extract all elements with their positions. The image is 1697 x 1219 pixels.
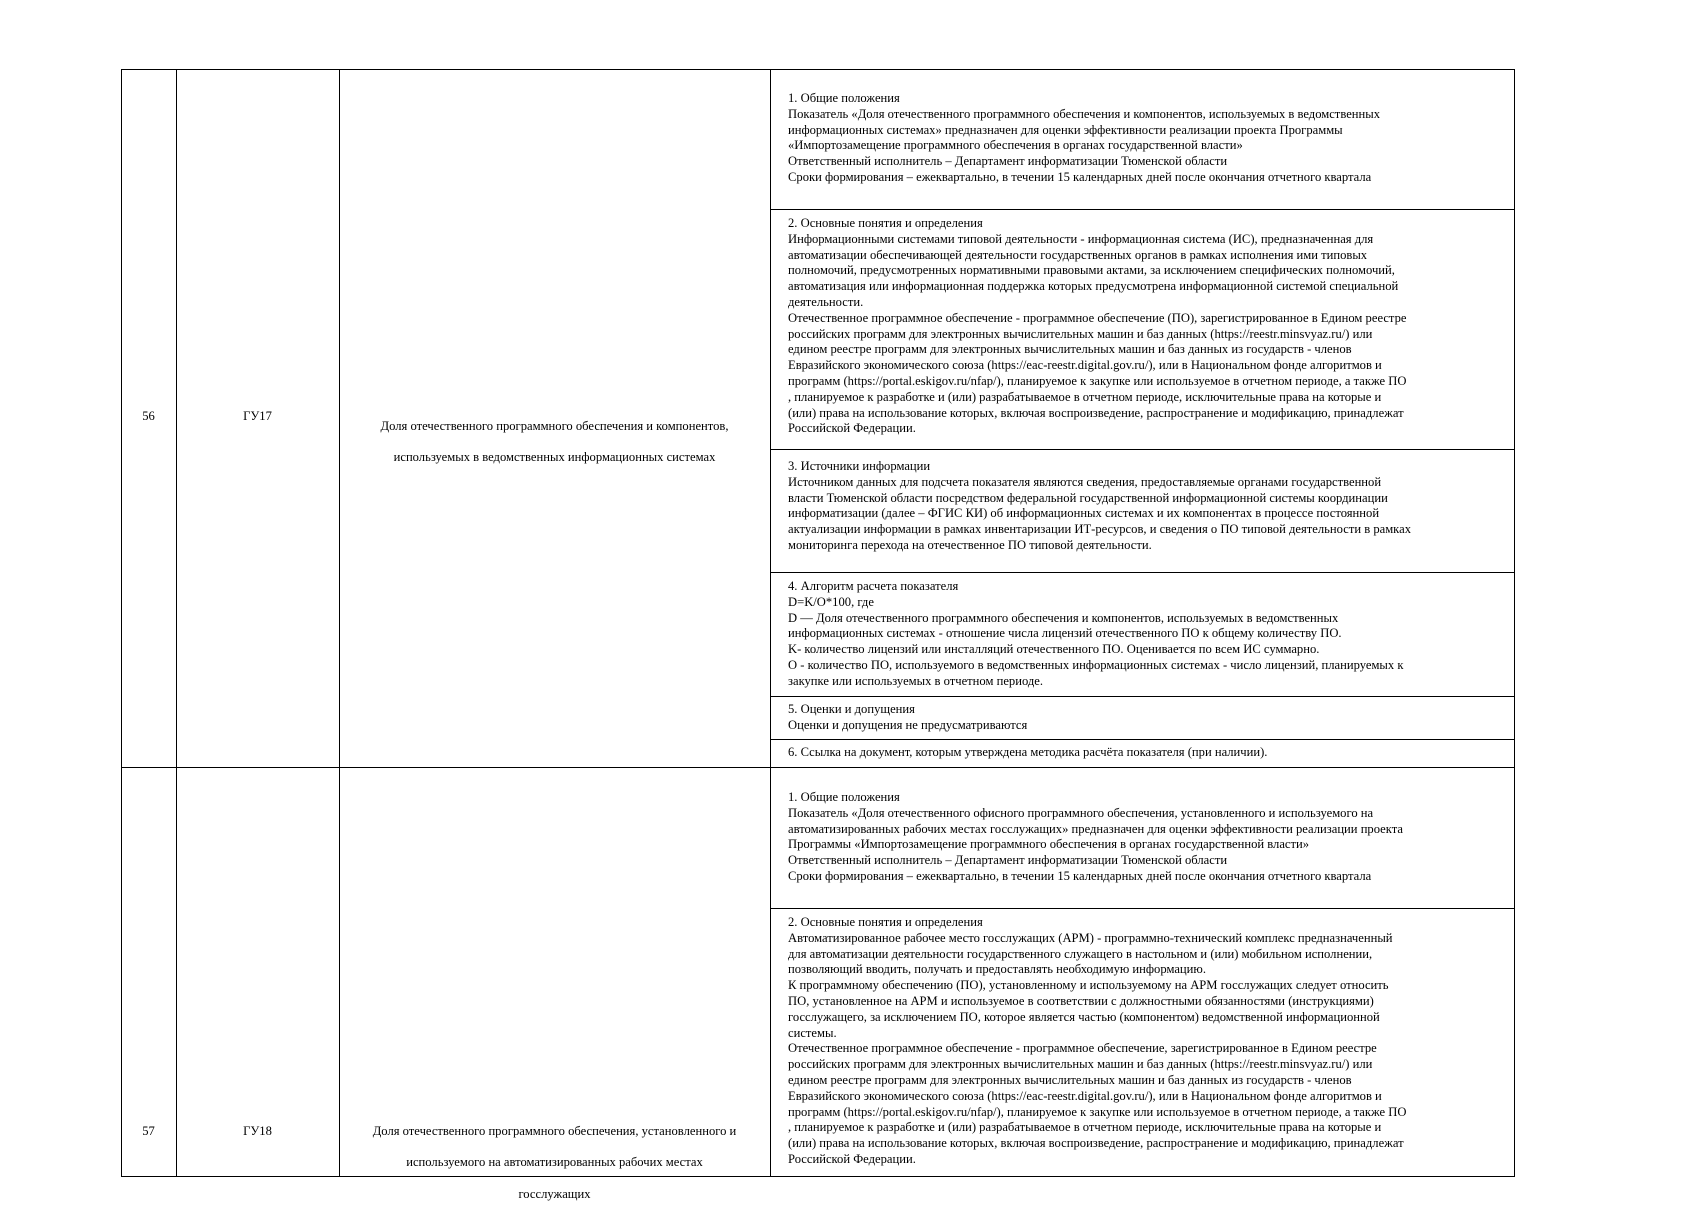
section-line: актуализации информации в рамках инвентаризации ИТ-ресурсов, и сведения о ПО типовой деятельности в рамках — [788, 522, 1411, 537]
section-line: Показатель «Доля отечественного программного обеспечения и компонентов, используемых в ведомственных — [788, 106, 1381, 121]
section-divider — [770, 209, 1514, 210]
section-line: Евразийского экономического союза (https://eac-reestr.digital.gov.ru/), или в Национальном фонде алгоритмов и — [788, 1088, 1382, 1103]
section-line: деятельности. — [788, 294, 864, 309]
indicator-name-line: Доля отечественного программного обеспечения и компонентов, — [380, 418, 729, 433]
section-line: едином реестре программ для электронных вычислительных машин и баз данных из государств - членов — [788, 1072, 1352, 1087]
section-line: , планируемое к разработке и (или) разрабатываемое в отчетном периоде, исключительные права на которые и — [788, 1120, 1382, 1135]
section-divider — [770, 739, 1514, 740]
section-document-link — [788, 745, 1513, 761]
section-title: 6. Ссылка на документ, которым утверждена методика расчёта показателя (при наличии). — [788, 745, 1268, 759]
section-divider — [770, 572, 1514, 573]
section-title: 5. Оценки и допущения — [788, 702, 915, 716]
indicator-code: ГУ18 — [243, 1124, 272, 1138]
section-general-provisions — [788, 91, 1513, 186]
section-line: D — Доля отечественного программного обеспечения и компонентов, используемых в ведомственных — [788, 610, 1339, 625]
section-line: едином реестре программ для электронных вычислительных машин и баз данных из государств - членов — [788, 342, 1352, 357]
section-line: К программному обеспечению (ПО), установленному и используемому на АРМ госслужащих следует относить — [788, 978, 1389, 993]
section-title: 2. Основные понятия и определения — [788, 915, 983, 929]
section-algorithm — [788, 579, 1513, 690]
section-line: позволяющий вводить, получать и предоставлять необходимую информацию. — [788, 962, 1206, 977]
indicator-name-line: используемого на автоматизированных рабочих местах — [406, 1155, 703, 1170]
section-line: Отечественное программное обеспечение - программное обеспечение (ПО), зарегистрированное в Едином реестре — [788, 310, 1407, 325]
section-line: Отечественное программное обеспечение - программное обеспечение, зарегистрированное в Едином реестре — [788, 1041, 1377, 1056]
section-line: Оценки и допущения не предусматриваются — [788, 717, 1028, 732]
col-border-2 — [339, 69, 340, 1177]
row-number: 56 — [142, 409, 155, 423]
section-title: 1. Общие положения — [788, 790, 900, 804]
section-title: 1. Общие положения — [788, 91, 900, 105]
section-line: власти Тюменской области посредством федеральной государственной информационной системы координации — [788, 490, 1388, 505]
section-line: D=K/O*100, где — [788, 594, 874, 609]
section-sources — [788, 459, 1513, 554]
section-line: системы. — [788, 1025, 837, 1040]
section-line: закупке или используемых в отчетном периоде. — [788, 673, 1044, 688]
section-line: для автоматизации деятельности государственного служащего в настольном и (или) мобильном исполнении, — [788, 946, 1373, 961]
section-line: мониторинга перехода на отечественное ПО типовой деятельности. — [788, 537, 1152, 552]
section-line: (или) права на использование которых, включая воспроизведение, распространение и модификацию, принадлежат — [788, 405, 1404, 420]
section-definitions — [788, 915, 1513, 1168]
section-line: Показатель «Доля отечественного офисного программного обеспечения, установленного и используемого на — [788, 805, 1374, 820]
section-divider — [770, 449, 1514, 450]
section-definitions — [788, 216, 1513, 437]
indicator-name-line: госслужащих — [518, 1186, 591, 1201]
section-line: , планируемое к разработке и (или) разрабатываемое в отчетном периоде, исключительные права на которые и — [788, 389, 1382, 404]
indicator-code: ГУ17 — [243, 409, 272, 423]
section-line: Сроки формирования – ежеквартально, в течении 15 календарных дней после окончания отчетного квартала — [788, 868, 1372, 883]
section-line: полномочий, предусмотренных нормативными правовыми актами, за исключением специфических полномочий, — [788, 263, 1395, 278]
section-line: K- количество лицензий или инсталляций отечественного ПО. Оценивается по всем ИС суммарно. — [788, 642, 1320, 657]
section-title: 3. Источники информации — [788, 459, 931, 473]
section-line: информационных системах - отношение числа лицензий отечественного ПО к общему количеству ПО. — [788, 626, 1342, 641]
section-line: автоматизированных рабочих местах госслужащих» предназначен для оценки эффективности реализации проекта — [788, 821, 1403, 836]
section-line: программ (https://portal.eskigov.ru/nfap/), планируемое к закупке или используемое в отчетном периоде, а также ПО — [788, 1104, 1407, 1119]
section-line: Сроки формирования – ежеквартально, в течении 15 календарных дней после окончания отчетного квартала — [788, 169, 1372, 184]
section-title: 4. Алгоритм расчета показателя — [788, 579, 959, 593]
col-border-right — [1514, 69, 1515, 1177]
section-line: (или) права на использование которых, включая воспроизведение, распространение и модификацию, принадлежат — [788, 1136, 1404, 1151]
row-divider — [121, 767, 1514, 768]
indicator-name — [339, 403, 770, 482]
section-line: Ответственный исполнитель – Департамент информатизации Тюменской области — [788, 154, 1228, 169]
section-line: российских программ для электронных вычислительных машин и баз данных (https://reestr.minsvyaz.ru/) или — [788, 1057, 1373, 1072]
indicator-name-line: используемых в ведомственных информационных системах — [393, 450, 716, 465]
section-line: информационных системах» предназначен для оценки эффективности реализации проекта Программы — [788, 122, 1343, 137]
section-line: информатизации (далее – ФГИС КИ) об информационных системах и их компонентах в процессе постоянной — [788, 506, 1380, 521]
section-title: 2. Основные понятия и определения — [788, 216, 983, 230]
section-line: Российской Федерации. — [788, 421, 916, 436]
section-divider — [770, 908, 1514, 909]
indicator-name — [339, 1108, 770, 1219]
section-line: автоматизация или информационная поддержка которых предусмотрена информационной системой специальной — [788, 279, 1399, 294]
section-line: Автоматизированное рабочее место госслужащих (АРМ) - программно-технический комплекс предназначенный — [788, 930, 1393, 945]
indicator-name-line: Доля отечественного программного обеспечения, установленного и — [372, 1123, 737, 1138]
section-line: «Импортозамещение программного обеспечения в органах государственной власти» — [788, 138, 1243, 153]
section-line: автоматизации обеспечивающей деятельности государственных органов в рамках исполнения ими типовых — [788, 247, 1368, 262]
col-border-left — [121, 69, 122, 1177]
section-general-provisions — [788, 790, 1513, 885]
col-border-1 — [176, 69, 177, 1177]
col-border-3 — [770, 69, 771, 1177]
section-line: программ (https://portal.eskigov.ru/nfap/), планируемое к закупке или используемое в отчетном периоде, а также ПО — [788, 373, 1407, 388]
section-divider — [770, 696, 1514, 697]
section-line: ПО, установленное на АРМ и используемое в соответствии с должностными обязанностями (инструкциями) — [788, 993, 1374, 1008]
section-line: Информационными системами типовой деятельности - информационная система (ИС), предназначенная для — [788, 231, 1374, 246]
section-line: госслужащего, за исключением ПО, которое является частью (компонентом) ведомственной информационной — [788, 1009, 1380, 1024]
section-assumptions — [788, 702, 1513, 734]
section-line: Программы «Импортозамещение программного обеспечения в органах государственной власти» — [788, 837, 1310, 852]
section-line: O - количество ПО, используемого в ведомственных информационных системах - число лицензий, планируемых к — [788, 657, 1404, 672]
table-top-border — [121, 69, 1514, 70]
section-line: Источником данных для подсчета показателя являются сведения, предоставляемые органами государственной — [788, 474, 1382, 489]
section-line: Евразийского экономического союза (https://eac-reestr.digital.gov.ru/), или в Национальном фонде алгоритмов и — [788, 358, 1382, 373]
row-number: 57 — [142, 1124, 155, 1138]
table-bottom-border — [121, 1176, 1514, 1177]
section-line: Ответственный исполнитель – Департамент информатизации Тюменской области — [788, 853, 1228, 868]
section-line: Российской Федерации. — [788, 1151, 916, 1166]
section-line: российских программ для электронных вычислительных машин и баз данных (https://reestr.minsvyaz.ru/) или — [788, 326, 1373, 341]
